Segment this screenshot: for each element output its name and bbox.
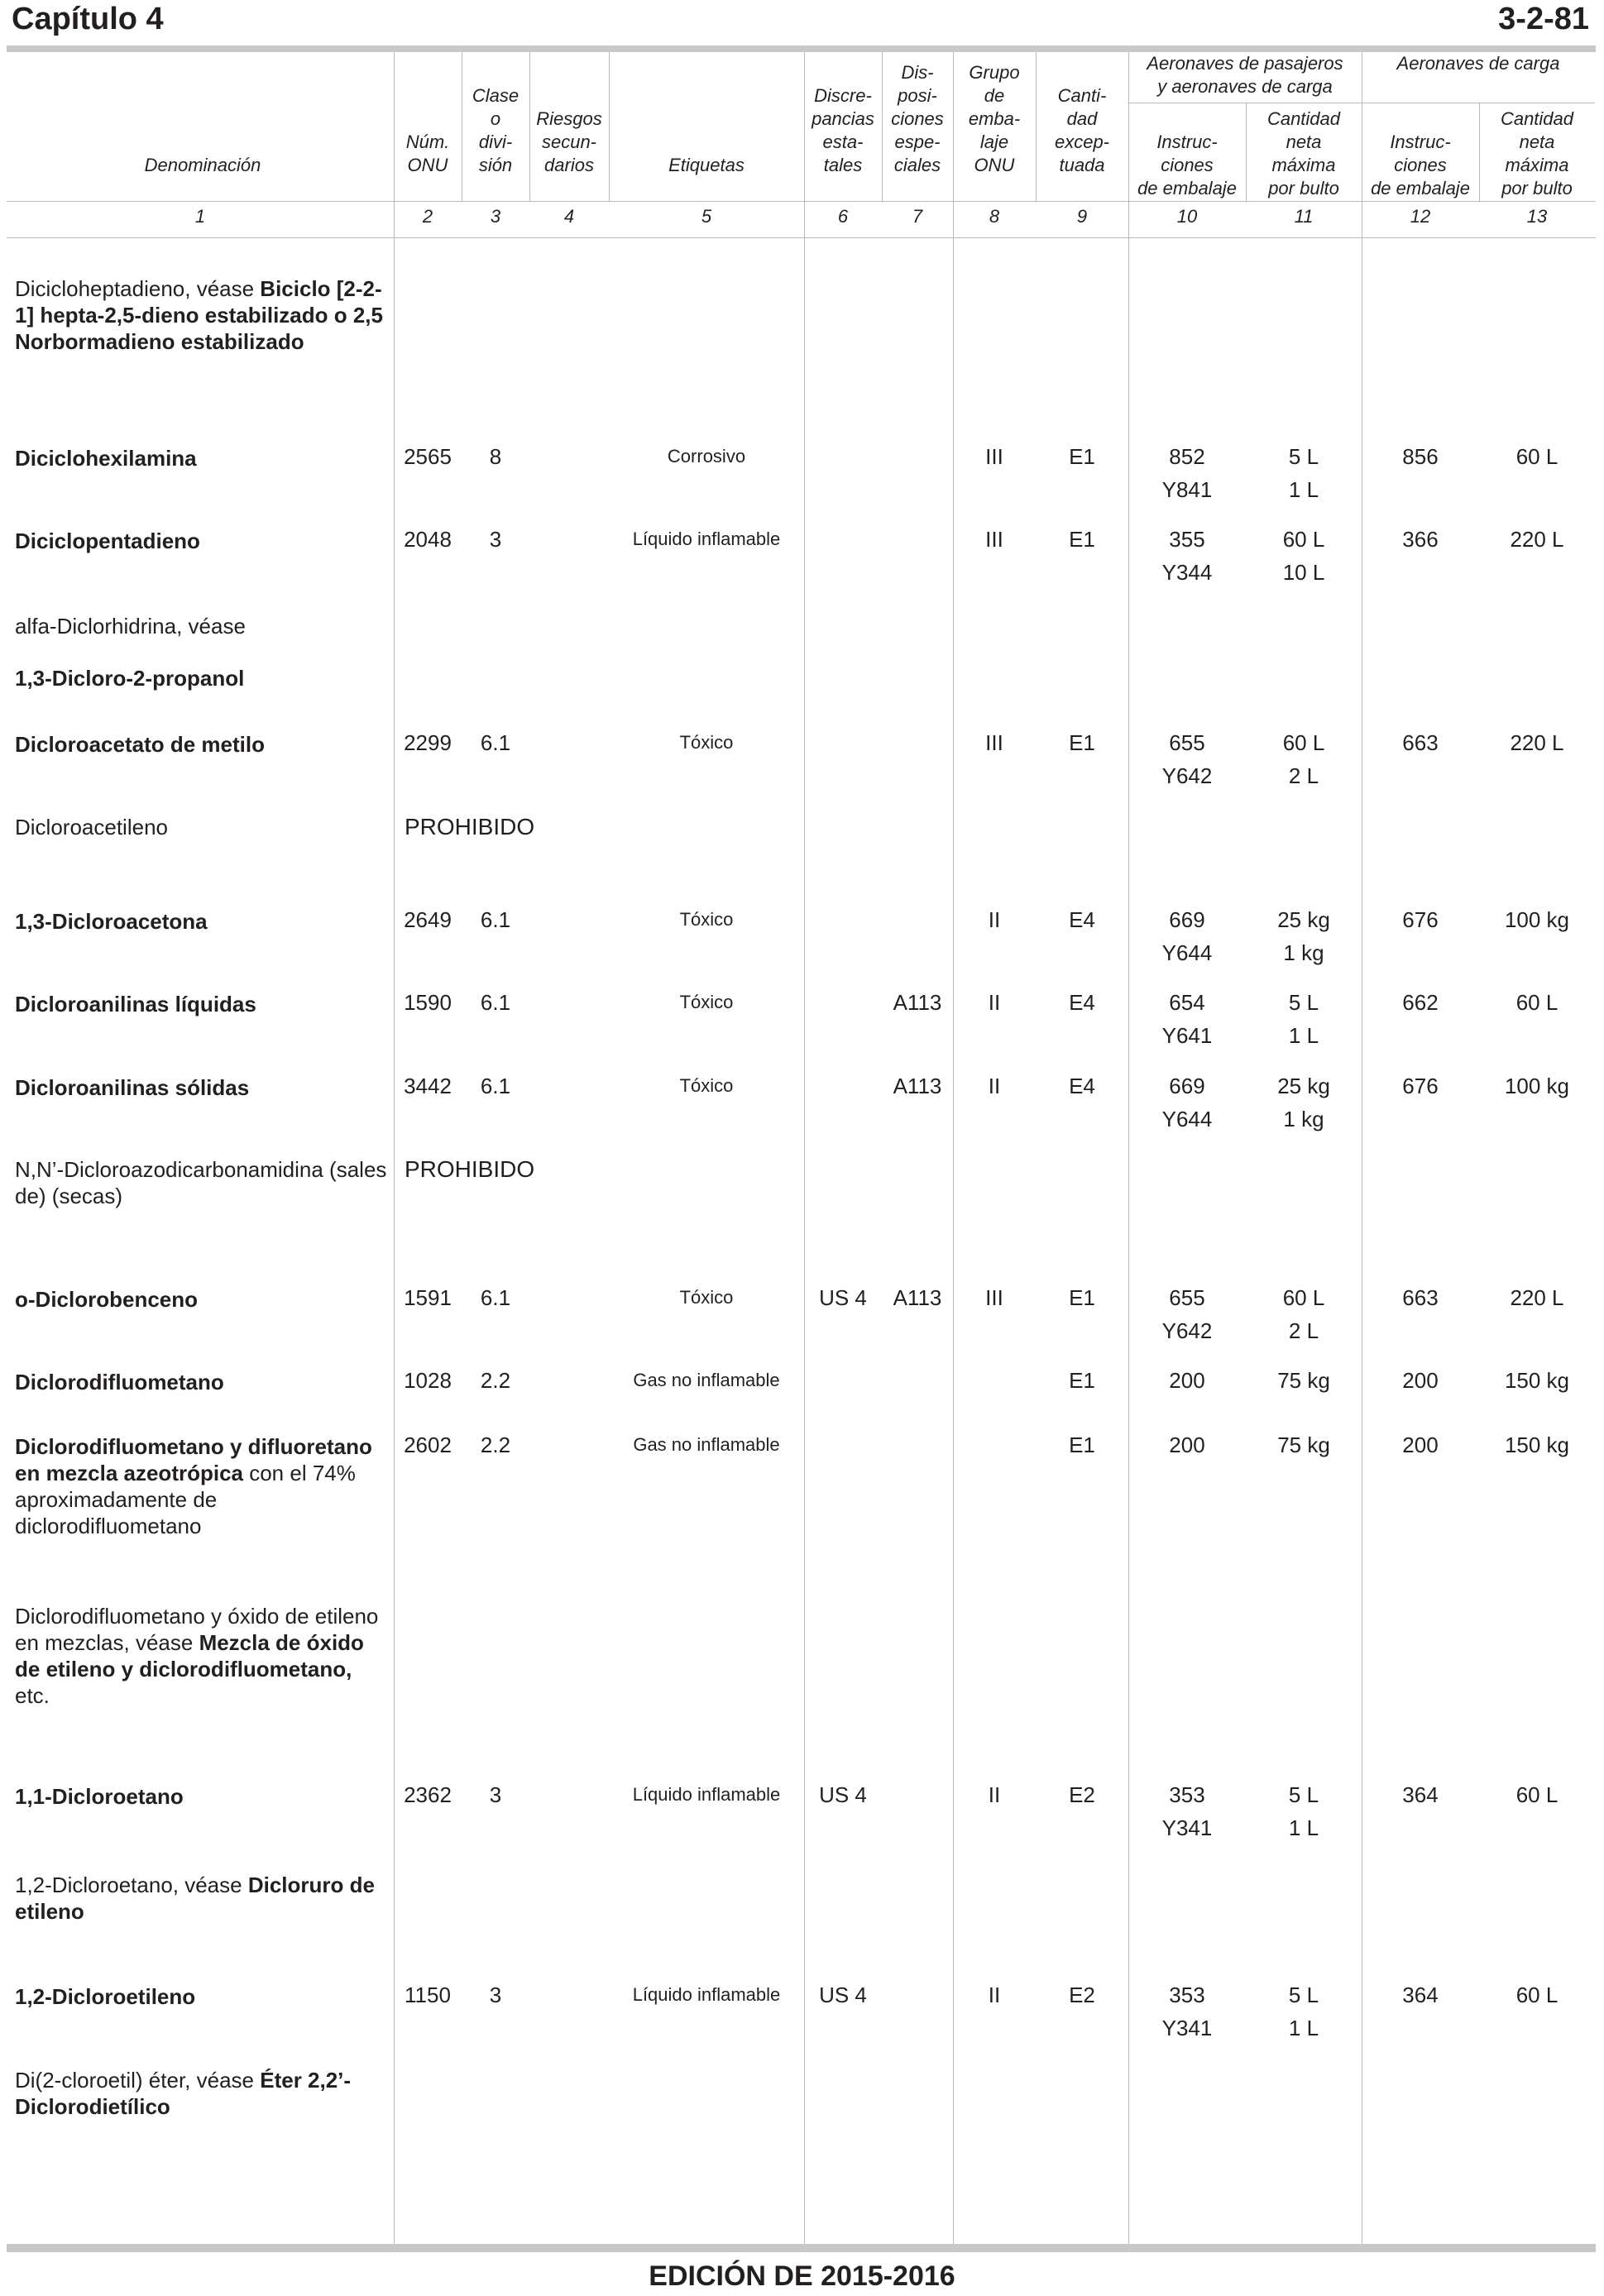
col-number: 13 xyxy=(1526,206,1548,227)
cant-p-cell: 5 L 1 L xyxy=(1288,990,1319,1048)
denominacion-text: Dicloruro de etileno xyxy=(15,1873,375,1924)
col-header-instrucciones-carga: Instruc- ciones de embalaje xyxy=(1371,132,1470,199)
denominacion-text: Di(2-cloroetil) éter, véase xyxy=(15,2068,261,2093)
denominacion-text: o-Diclorobenceno xyxy=(15,1287,199,1312)
inst-c-cell: 200 xyxy=(1402,1368,1439,1393)
clase-cell: 6.1 xyxy=(480,1074,511,1098)
col-header-riesgos: Riesgos secun- darios xyxy=(536,108,602,175)
col-header-instrucciones-pasajeros: Instruc- ciones de embalaje xyxy=(1137,132,1237,199)
exc-cell: E4 xyxy=(1069,990,1095,1015)
column-divider xyxy=(529,52,530,201)
clase-cell: 8 xyxy=(489,444,502,469)
clase-cell: 6.1 xyxy=(480,1285,511,1310)
denominacion-cell xyxy=(15,528,387,554)
denominacion-text: Éter 2,2’-Diclorodietílico xyxy=(15,2068,352,2119)
etiqueta-cell: Corrosivo xyxy=(667,446,746,466)
col-header-denominacion: Denominación xyxy=(144,155,261,175)
exc-cell: E4 xyxy=(1069,1074,1095,1098)
cant-c-cell: 220 L xyxy=(1510,730,1564,755)
grupo-cell: II xyxy=(988,990,1001,1015)
denominacion-cell xyxy=(15,1286,387,1313)
inst-p-cell: 669 Y644 xyxy=(1161,907,1213,965)
col-header-disposiciones: Dis- posi- ciones espe- ciales xyxy=(891,62,944,175)
clase-cell: 6.1 xyxy=(480,990,511,1015)
top-rule xyxy=(7,45,1596,52)
denominacion-text: 1,2-Dicloroetileno xyxy=(15,1984,196,2009)
disc-cell: US 4 xyxy=(819,1983,867,2007)
cant-p-cell: 60 L 2 L xyxy=(1282,730,1325,788)
col-header-num-onu: Núm. ONU xyxy=(405,132,450,175)
cant-p-cell: 60 L 2 L xyxy=(1282,1285,1325,1343)
etiqueta-cell: Gas no inflamable xyxy=(633,1370,780,1390)
prohibido-label: PROHIBIDO xyxy=(405,1156,535,1182)
denominacion-text: 1,3-Dicloroacetona xyxy=(15,909,208,934)
etiqueta-cell: Tóxico xyxy=(679,992,734,1012)
denominacion-cell xyxy=(15,445,387,471)
bottom-rule xyxy=(7,2244,1596,2252)
denominacion-cell xyxy=(15,731,387,758)
un-cell: 1590 xyxy=(404,990,452,1015)
etiqueta-cell: Líquido inflamable xyxy=(632,529,781,549)
cant-p-cell: 25 kg 1 kg xyxy=(1277,1074,1330,1131)
grupo-cell: II xyxy=(988,1074,1001,1098)
column-divider xyxy=(882,52,883,201)
un-cell: 2565 xyxy=(404,444,452,469)
denominacion-cell xyxy=(15,908,387,935)
un-cell: 2362 xyxy=(404,1782,452,1807)
exc-cell: E1 xyxy=(1069,527,1095,552)
col-number: 7 xyxy=(912,206,923,227)
cant-c-cell: 60 L xyxy=(1515,990,1559,1015)
cant-c-cell: 60 L xyxy=(1515,444,1559,469)
inst-p-cell: 355 Y344 xyxy=(1161,527,1213,585)
grupo-cell: II xyxy=(988,1983,1001,2007)
column-divider xyxy=(1479,103,1480,201)
header-divider xyxy=(7,201,1596,202)
un-cell: 2299 xyxy=(404,730,452,755)
inst-c-cell: 200 xyxy=(1402,1433,1439,1457)
un-cell: 2649 xyxy=(404,907,452,932)
grupo-cell: III xyxy=(985,527,1003,552)
etiqueta-cell: Tóxico xyxy=(679,732,734,753)
inst-p-cell: 655 Y642 xyxy=(1161,1285,1213,1343)
inst-p-cell: 200 xyxy=(1169,1368,1205,1393)
denominacion-text: Dicloroacetato de metilo xyxy=(15,732,265,757)
col-number: 12 xyxy=(1410,206,1431,227)
cant-c-cell: 150 kg xyxy=(1504,1433,1570,1457)
col-header-pasajeros-group: Aeronaves de pasajeros y aeronaves de carga xyxy=(1147,53,1343,97)
denominacion-text: Diciclohexilamina xyxy=(15,446,197,471)
denominacion-text: Diciclopentadieno xyxy=(15,529,200,553)
grupo-cell: II xyxy=(988,1782,1001,1807)
un-cell: 2048 xyxy=(404,527,452,552)
col-number: 6 xyxy=(837,206,849,227)
exc-cell: E1 xyxy=(1069,1433,1095,1457)
grupo-cell: III xyxy=(985,1285,1003,1310)
column-divider xyxy=(1246,103,1247,201)
inst-p-cell: 200 xyxy=(1169,1433,1205,1457)
column-numbers-divider xyxy=(7,237,1596,238)
cant-p-cell: 75 kg xyxy=(1277,1433,1330,1457)
etiqueta-cell: Tóxico xyxy=(679,1287,734,1308)
cant-c-cell: 150 kg xyxy=(1504,1368,1570,1393)
denominacion-cell xyxy=(15,1369,387,1395)
col-number: 9 xyxy=(1076,206,1088,227)
denominacion-text: Diclorodifluometano y óxido de etileno en mezclas, véase xyxy=(15,1604,379,1655)
denominacion-text: 1,1-Dicloroetano xyxy=(15,1784,184,1809)
cant-c-cell: 60 L xyxy=(1515,1983,1559,2007)
denominacion-text: 1,3-Dicloro-2-propanol xyxy=(15,666,245,691)
col-header-cantidad-exceptuada: Canti- dad excep- tuada xyxy=(1054,85,1110,175)
col-header-cantidad-pasajeros: Cantidad neta máxima por bulto xyxy=(1266,108,1341,199)
cant-c-cell: 100 kg xyxy=(1504,907,1570,932)
inst-p-cell: 655 Y642 xyxy=(1161,730,1213,788)
clase-cell: 2.2 xyxy=(480,1368,511,1393)
denominacion-text: Dicicloheptadieno, véase xyxy=(15,276,261,301)
column-divider xyxy=(1036,52,1037,201)
denominacion-text: etc. xyxy=(15,1683,50,1708)
col-header-discrepancias: Discre- pancias esta- tales xyxy=(812,85,874,175)
col-number: 2 xyxy=(422,206,433,227)
col-number: 11 xyxy=(1294,206,1314,227)
un-cell: 2602 xyxy=(404,1433,452,1457)
col-header-etiquetas: Etiquetas xyxy=(668,155,745,175)
cant-p-cell: 5 L 1 L xyxy=(1288,444,1319,502)
etiqueta-cell: Gas no inflamable xyxy=(633,1434,780,1455)
etiqueta-cell: Líquido inflamable xyxy=(632,1784,781,1805)
clase-cell: 3 xyxy=(489,1983,502,2007)
inst-c-cell: 663 xyxy=(1402,730,1439,755)
col-number: 5 xyxy=(701,206,712,227)
un-cell: 1028 xyxy=(404,1368,452,1393)
inst-c-cell: 663 xyxy=(1402,1285,1439,1310)
disp-cell: A113 xyxy=(893,1285,942,1310)
cant-c-cell: 220 L xyxy=(1510,527,1564,552)
denominacion-cell xyxy=(15,1433,387,1539)
clase-cell: 6.1 xyxy=(480,907,511,932)
inst-p-cell: 852 Y841 xyxy=(1161,444,1213,502)
col-number: 1 xyxy=(194,206,206,227)
denominacion-cell xyxy=(15,1156,387,1209)
denominacion-cell xyxy=(15,665,387,691)
cant-c-cell: 220 L xyxy=(1510,1285,1564,1310)
exc-cell: E2 xyxy=(1069,1983,1095,2007)
cant-p-cell: 5 L 1 L xyxy=(1288,1983,1319,2040)
denominacion-cell xyxy=(15,1872,387,1925)
etiqueta-cell: Tóxico xyxy=(679,909,734,930)
disp-cell: A113 xyxy=(893,990,942,1015)
column-divider xyxy=(1128,52,1129,2244)
denominacion-text: alfa-Diclorhidrina, véase xyxy=(15,614,246,639)
denominacion-cell xyxy=(15,1074,387,1101)
denominacion-text: N,N’-Dicloroazodicarbonamidina (sales de) (secas) xyxy=(15,1157,387,1208)
inst-p-cell: 669 Y644 xyxy=(1161,1074,1213,1131)
inst-c-cell: 364 xyxy=(1402,1983,1439,2007)
denominacion-text: Diclorodifluometano y difluoretano en mezcla azeotrópica xyxy=(15,1434,372,1485)
col-number: 3 xyxy=(490,206,501,227)
denominacion-text: Dicloroacetileno xyxy=(15,815,168,839)
clase-cell: 6.1 xyxy=(480,730,511,755)
denominacion-text: con el 74% aproximadamente de diclorodifluometano xyxy=(15,1461,356,1538)
inst-p-cell: 353 Y341 xyxy=(1161,1983,1213,2040)
exc-cell: E1 xyxy=(1069,730,1095,755)
col-header-cantidad-carga: Cantidad neta máxima por bulto xyxy=(1500,108,1574,199)
prohibido-label: PROHIBIDO xyxy=(405,814,535,839)
column-divider xyxy=(804,52,805,2244)
grupo-cell: III xyxy=(985,730,1003,755)
cant-p-cell: 5 L 1 L xyxy=(1288,1782,1319,1840)
cant-p-cell: 75 kg xyxy=(1277,1368,1330,1393)
un-cell: 3442 xyxy=(404,1074,452,1098)
denominacion-cell xyxy=(15,2067,387,2120)
col-header-carga-group: Aeronaves de carga xyxy=(1396,53,1560,74)
exc-cell: E4 xyxy=(1069,907,1095,932)
disp-cell: A113 xyxy=(893,1074,942,1098)
exc-cell: E1 xyxy=(1069,444,1095,469)
col-number: 4 xyxy=(563,206,575,227)
cant-c-cell: 100 kg xyxy=(1504,1074,1570,1098)
inst-c-cell: 856 xyxy=(1402,444,1439,469)
page-number: 3-2-81 xyxy=(1498,2,1589,36)
denominacion-cell xyxy=(15,991,387,1017)
denominacion-cell xyxy=(15,275,387,355)
col-number: 8 xyxy=(989,206,1000,227)
col-header-clase: Clase o divi- sión xyxy=(472,85,520,175)
disc-cell: US 4 xyxy=(819,1285,867,1310)
denominacion-cell xyxy=(15,814,387,840)
cant-c-cell: 60 L xyxy=(1515,1782,1559,1807)
cant-p-cell: 60 L 10 L xyxy=(1282,527,1325,585)
clase-cell: 2.2 xyxy=(480,1433,511,1457)
inst-c-cell: 662 xyxy=(1402,990,1439,1015)
un-cell: 1150 xyxy=(405,1983,451,2007)
disc-cell: US 4 xyxy=(819,1782,867,1807)
denominacion-cell xyxy=(15,1603,387,1709)
column-divider xyxy=(609,52,610,201)
denominacion-cell xyxy=(15,613,387,639)
exc-cell: E2 xyxy=(1069,1782,1095,1807)
inst-p-cell: 654 Y641 xyxy=(1161,990,1213,1048)
column-divider xyxy=(394,52,395,2244)
etiqueta-cell: Líquido inflamable xyxy=(632,1984,781,2005)
grupo-cell: III xyxy=(985,444,1003,469)
exc-cell: E1 xyxy=(1069,1285,1095,1310)
denominacion-text: Mezcla de óxido de etileno y diclorodifluometano, xyxy=(15,1630,364,1681)
edition-footer: EDICIÓN DE 2015-2016 xyxy=(649,2260,955,2292)
etiqueta-cell: Tóxico xyxy=(679,1075,734,1096)
inst-c-cell: 364 xyxy=(1402,1782,1439,1807)
denominacion-cell xyxy=(15,1983,387,2010)
col-number: 10 xyxy=(1176,206,1198,227)
clase-cell: 3 xyxy=(489,527,502,552)
inst-c-cell: 676 xyxy=(1402,907,1439,932)
denominacion-cell xyxy=(15,1783,387,1810)
clase-cell: 3 xyxy=(489,1782,502,1807)
denominacion-text: Dicloroanilinas sólidas xyxy=(15,1075,250,1100)
un-cell: 1591 xyxy=(404,1285,452,1310)
cant-p-cell: 25 kg 1 kg xyxy=(1277,907,1330,965)
inst-p-cell: 353 Y341 xyxy=(1161,1782,1213,1840)
grupo-cell: II xyxy=(988,907,1001,932)
denominacion-text: Dicloroanilinas líquidas xyxy=(15,992,256,1016)
denominacion-text: 1,2-Dicloroetano, véase xyxy=(15,1873,248,1897)
inst-c-cell: 676 xyxy=(1402,1074,1439,1098)
denominacion-text: Biciclo [2-2-1] hepta-2,5-dieno estabilizado o 2,5 Norbormadieno estabilizado xyxy=(15,276,383,354)
exc-cell: E1 xyxy=(1069,1368,1095,1393)
inst-c-cell: 366 xyxy=(1402,527,1439,552)
column-divider xyxy=(953,52,954,2244)
denominacion-text: Diclorodifluometano xyxy=(15,1370,224,1394)
col-header-grupo: Grupo de emba- laje ONU xyxy=(968,62,1021,175)
chapter-title: Capítulo 4 xyxy=(12,2,164,36)
